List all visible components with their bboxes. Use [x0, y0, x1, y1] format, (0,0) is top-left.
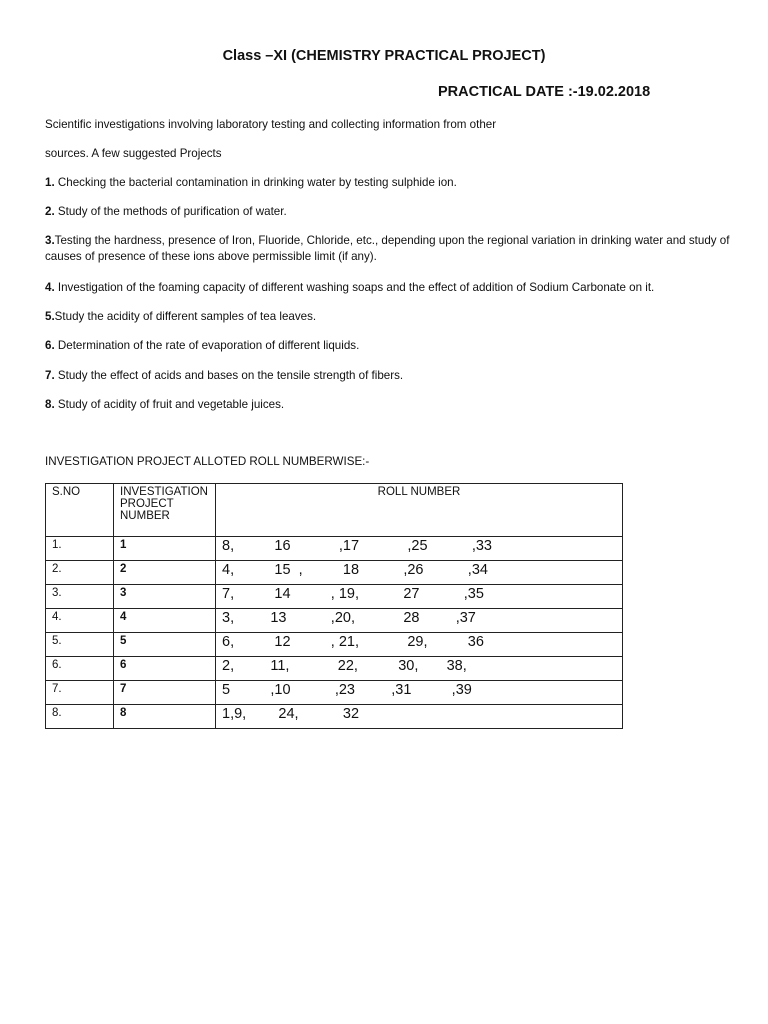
project-number: 1. [45, 176, 55, 189]
column-header-project: INVESTIGATION PROJECT NUMBER [114, 484, 216, 537]
sno-cell: 1. [46, 537, 114, 561]
project-item-4 [45, 280, 735, 296]
sno-cell: 3. [46, 585, 114, 609]
column-header-sno: S.NO [46, 484, 114, 537]
roll-cell: 7, 14 , 19, 27 ,35 [216, 585, 623, 609]
project-cell: 1 [114, 537, 216, 561]
table-row [46, 657, 623, 681]
project-number: 8. [45, 398, 55, 411]
allotment-table [45, 483, 623, 729]
project-item-3 [45, 233, 735, 265]
roll-cell: 5 ,10 ,23 ,31 ,39 [216, 681, 623, 705]
project-cell: 6 [114, 657, 216, 681]
sno-cell: 4. [46, 609, 114, 633]
project-item-8 [45, 397, 735, 413]
project-item-5 [45, 309, 735, 325]
project-number: 7. [45, 369, 55, 382]
project-cell: 5 [114, 633, 216, 657]
project-number: 5. [45, 310, 55, 323]
table-row [46, 633, 623, 657]
project-cell: 4 [114, 609, 216, 633]
project-text: Study of acidity of fruit and vegetable juices. [54, 398, 285, 411]
project-cell: 8 [114, 705, 216, 729]
project-item-6 [45, 338, 735, 354]
project-text: Investigation of the foaming capacity of different washing soaps and the effect of addition of Sodium Carbonate on it. [54, 281, 655, 294]
table-row [46, 705, 623, 729]
table-row [46, 609, 623, 633]
table-header-row [46, 484, 623, 537]
project-item-1 [45, 175, 735, 191]
project-number: 6. [45, 339, 55, 352]
project-text: Study the effect of acids and bases on the tensile strength of fibers. [54, 369, 404, 382]
project-item-2 [45, 204, 735, 220]
project-cell: 7 [114, 681, 216, 705]
project-number: 2. [45, 205, 55, 218]
project-text: Determination of the rate of evaporation of different liquids. [54, 339, 360, 352]
project-text: Checking the bacterial contamination in drinking water by testing sulphide ion. [54, 176, 457, 189]
intro-line-2: sources. A few suggested Projects [45, 147, 222, 160]
roll-cell: 4, 15 , 18 ,26 ,34 [216, 561, 623, 585]
project-cell: 3 [114, 585, 216, 609]
table-row [46, 681, 623, 705]
project-text: Testing the hardness, presence of Iron, Fluoride, Chloride, etc., depending upon the regional variation in drinking water and study of causes of presence of these ions above permissible limit (if any). [45, 234, 730, 263]
allotment-heading: INVESTIGATION PROJECT ALLOTED ROLL NUMBERWISE:- [45, 455, 370, 468]
sno-cell: 5. [46, 633, 114, 657]
table-row [46, 537, 623, 561]
intro-line-1: Scientific investigations involving laboratory testing and collecting information from other [45, 118, 497, 131]
project-item-7 [45, 368, 735, 384]
roll-cell: 2, 11, 22, 30, 38, [216, 657, 623, 681]
column-header-roll: ROLL NUMBER [216, 484, 623, 537]
sno-cell: 6. [46, 657, 114, 681]
sno-cell: 2. [46, 561, 114, 585]
document-title: Class –XI (CHEMISTRY PRACTICAL PROJECT) [222, 48, 546, 64]
roll-cell: 1,9, 24, 32 [216, 705, 623, 729]
project-number: 3. [45, 234, 55, 247]
practical-date: PRACTICAL DATE :-19.02.2018 [438, 84, 651, 100]
project-text: Study the acidity of different samples of tea leaves. [54, 310, 317, 323]
project-text: Study of the methods of purification of water. [54, 205, 287, 218]
project-cell: 2 [114, 561, 216, 585]
table-row [46, 585, 623, 609]
sno-cell: 8. [46, 705, 114, 729]
table-row [46, 561, 623, 585]
sno-cell: 7. [46, 681, 114, 705]
project-number: 4. [45, 281, 55, 294]
roll-cell: 8, 16 ,17 ,25 ,33 [216, 537, 623, 561]
roll-cell: 3, 13 ,20, 28 ,37 [216, 609, 623, 633]
roll-cell: 6, 12 , 21, 29, 36 [216, 633, 623, 657]
